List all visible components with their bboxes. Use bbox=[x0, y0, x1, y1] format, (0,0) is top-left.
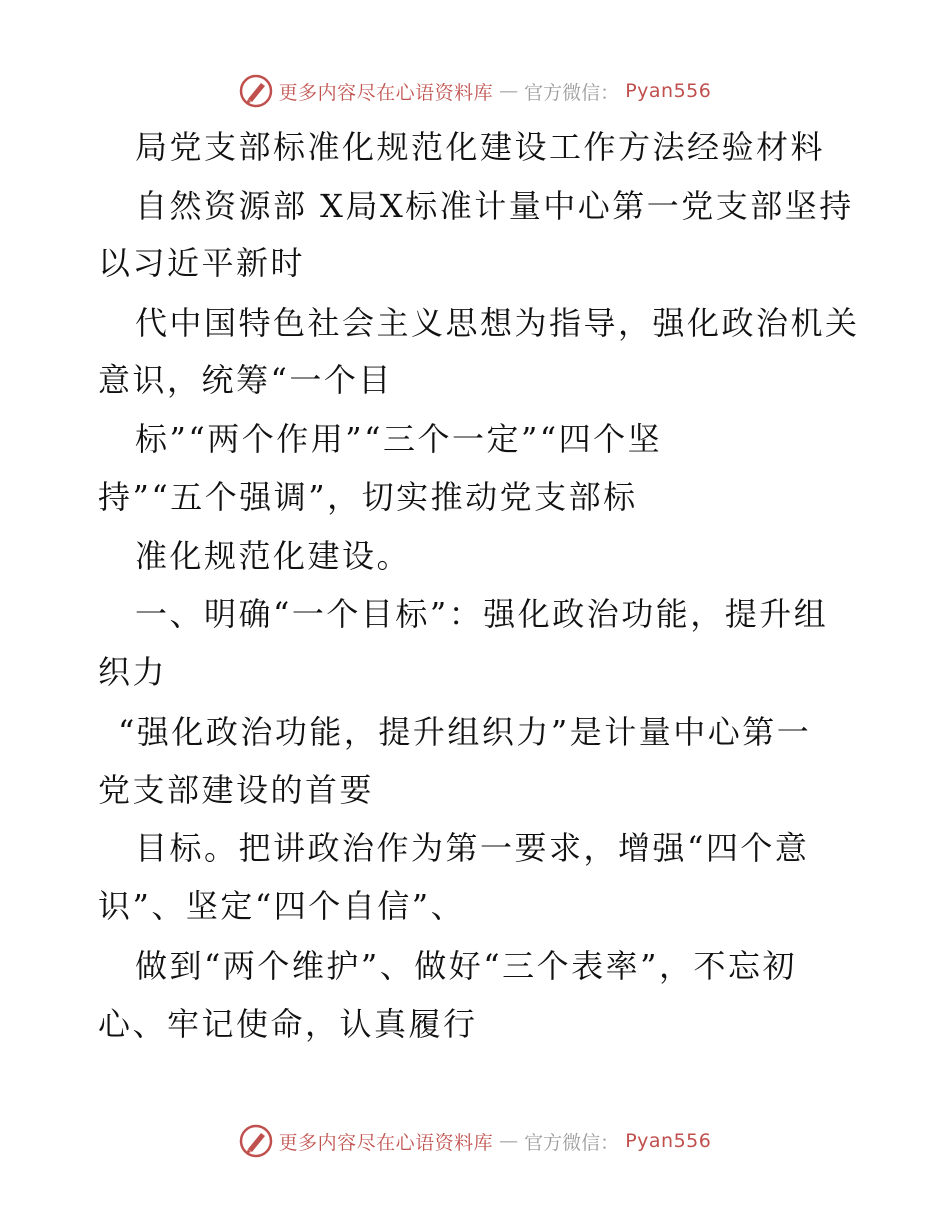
text-line: 自然资源部 X局X标准计量中心第一党支部坚持 bbox=[135, 187, 854, 225]
text-line: 织力 bbox=[98, 653, 168, 691]
text-line: 意识，统筹“一个目 bbox=[98, 361, 393, 399]
text-line: “强化政治功能，提升组织力”是计量中心第一 bbox=[118, 713, 812, 751]
text-line: 代中国特色社会主义思想为指导，强化政治机关 bbox=[135, 304, 860, 342]
watermark-wechat-label: 官方微信： bbox=[524, 81, 620, 104]
watermark-wechat-label: 官方微信： bbox=[524, 1131, 620, 1154]
pen-logo-icon bbox=[239, 1124, 273, 1158]
text-line: 准化规范化建设。 bbox=[135, 537, 412, 575]
watermark-dash: — bbox=[499, 1130, 519, 1152]
text-line: 目标。把讲政治作为第一要求，增强“四个意 bbox=[135, 829, 810, 867]
pen-logo-icon bbox=[239, 74, 273, 108]
document-title: 局党支部标准化规范化建设工作方法经验材料 bbox=[135, 128, 826, 166]
section-heading: 一、明确“一个目标”：强化政治功能，提升组 bbox=[135, 595, 829, 633]
footer-watermark bbox=[0, 1121, 950, 1161]
text-line: 标”“两个作用”“三个一定”“四个坚 bbox=[135, 420, 663, 458]
text-line: 做到“两个维护”、做好“三个表率”，不忘初 bbox=[135, 947, 797, 985]
watermark-wechat-id: Pyan556 bbox=[625, 1130, 712, 1152]
text-line: 识”、坚定“四个自信”、 bbox=[98, 887, 466, 925]
watermark-dash: — bbox=[499, 80, 519, 102]
text-line: 心、牢记使命，认真履行 bbox=[98, 1005, 478, 1043]
text-line: 持”“五个强调”，切实推动党支部标 bbox=[98, 478, 638, 516]
watermark-text: 更多内容尽在心语资料库 bbox=[278, 1131, 494, 1154]
header-watermark bbox=[0, 71, 950, 111]
watermark-text: 更多内容尽在心语资料库 bbox=[278, 81, 494, 104]
text-line: 以习近平新时 bbox=[98, 244, 306, 282]
text-line: 党支部建设的首要 bbox=[98, 771, 375, 809]
watermark-wechat-id: Pyan556 bbox=[625, 80, 712, 102]
